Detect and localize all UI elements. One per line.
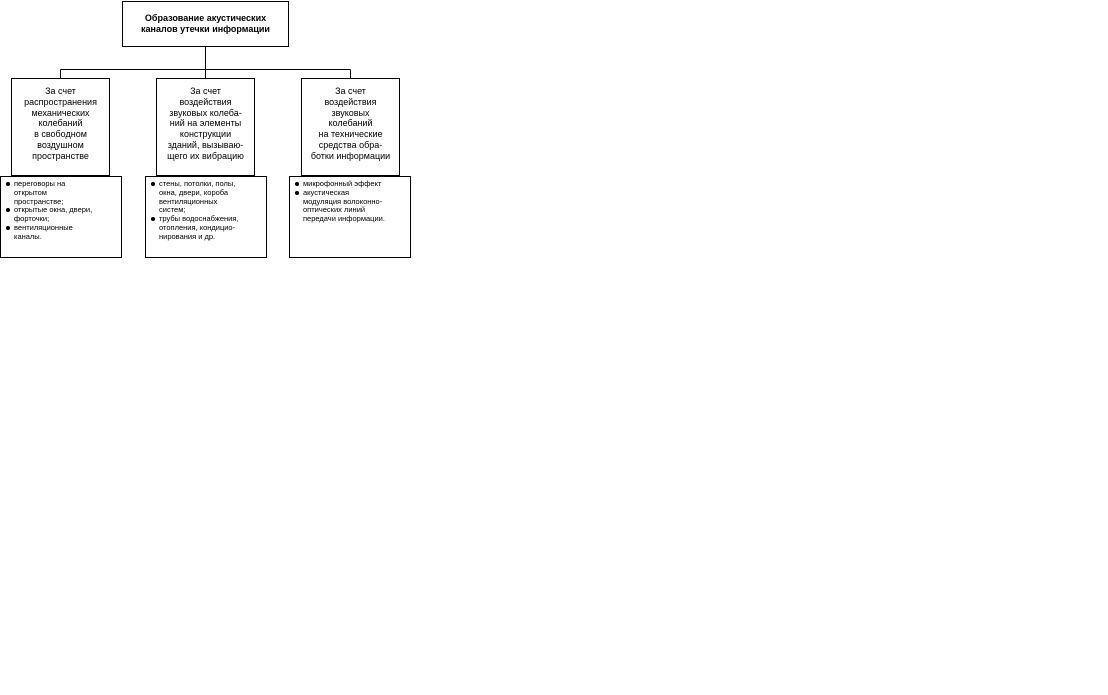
category-node-mechanical-vibrations: За счет распространения механических колебаний в свободном воздушном пространстве xyxy=(11,78,110,176)
bullet-list xyxy=(150,180,264,242)
details-node-mechanical-vibrations xyxy=(0,176,122,258)
list-item: трубы водоснабжения, отопления, кондицио- нирования и др. xyxy=(150,215,264,241)
category-node-building-structure-vibration: За счет воздействия звуковых колеба- ний на элементы конструкции зданий, вызываю- щего их вибрацию xyxy=(156,78,255,176)
details-node-technical-equipment xyxy=(289,176,411,258)
list-item: акустическая модуляция волоконно- оптических линий передачи информации. xyxy=(294,189,408,224)
bullet-list xyxy=(294,180,408,224)
list-item: открытые окна, двери, форточки; xyxy=(5,206,119,224)
category-node-technical-equipment: За счет воздействия звуковых колебаний на технические средства обра- ботки информации xyxy=(301,78,400,176)
list-item: переговоры на открытом пространстве; xyxy=(5,180,119,206)
list-item: микрофонный эффект xyxy=(294,180,408,189)
details-node-building-structure-vibration xyxy=(145,176,267,258)
list-item: стены, потолки, полы, окна, двери, короба вентиляционных систем; xyxy=(150,180,264,215)
bullet-list xyxy=(5,180,119,242)
root-node: Образование акустических каналов утечки информации xyxy=(122,1,289,47)
list-item: вентиляционные каналы. xyxy=(5,224,119,242)
